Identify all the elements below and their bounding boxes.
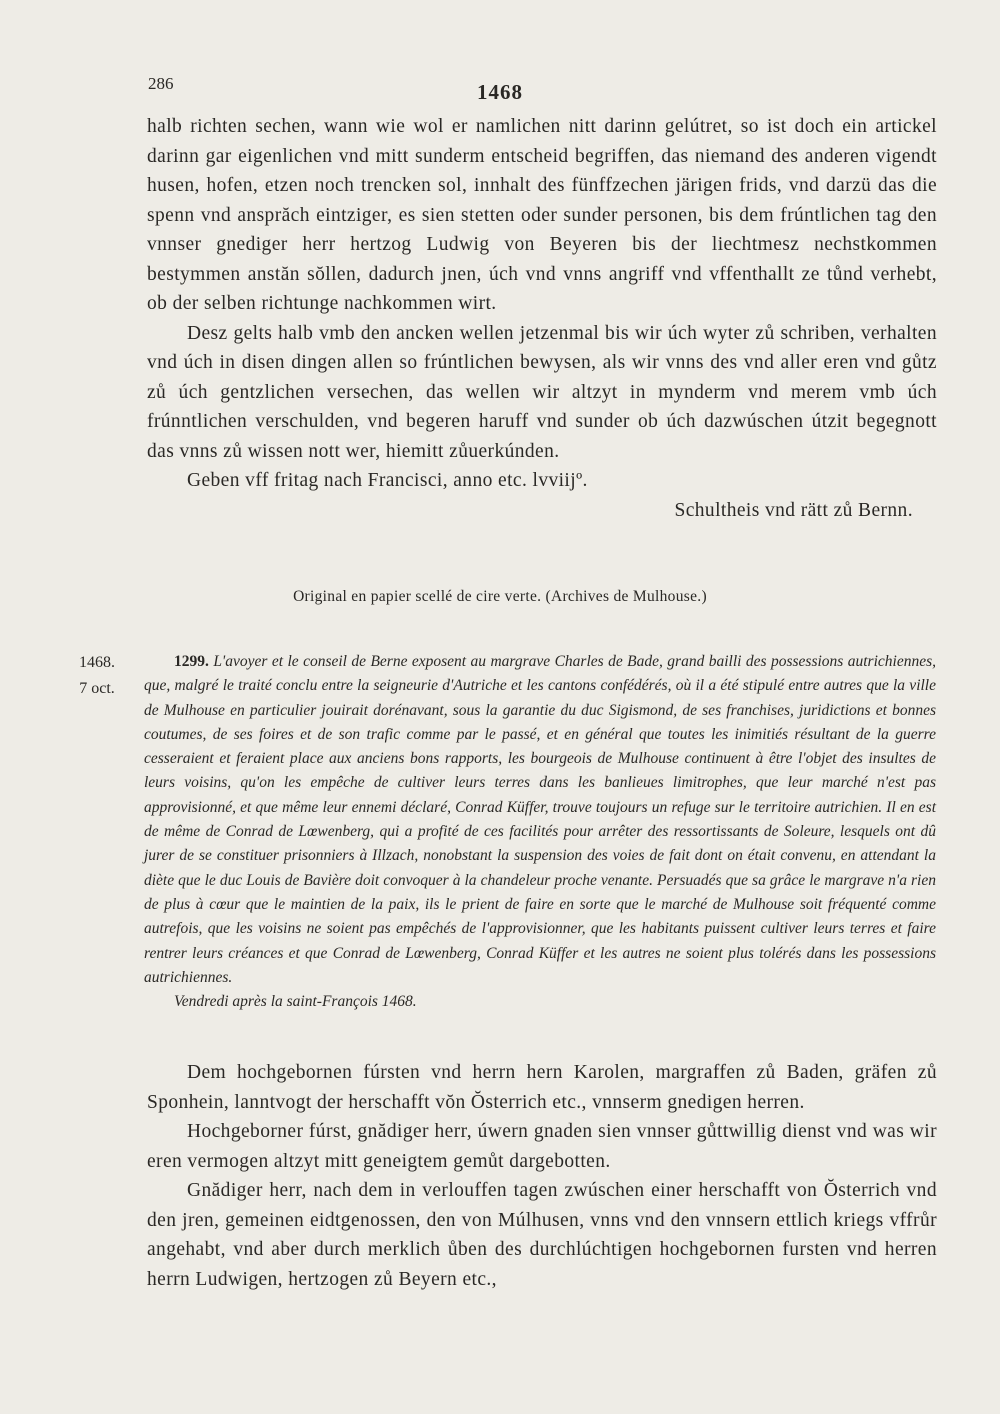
margin-date (62, 650, 132, 702)
regest-date: Vendredi après la saint-François 1468. (174, 993, 417, 1011)
margin-year: 1468. (79, 654, 115, 671)
letter1-paragraph: halb richten sechen, wann wie wol er namlichen nitt darinn gelútret, so ist doch ein artickel darinn gar eigenlichen vnd mitt sunderm entscheid begriffen, das niemand des anderen vigendt husen, hofen, etzen noch trencken sol, innhalt des fünffzechen järigen frids, vnd darzü das die spenn vnd ansprăch eintziger, es sien stetten oder sunder personen, bis dem frúntlichen tag den vnnser gnediger herr hertzog Ludwig von Beyeren bis der liechtmesz nechstkommen bestymmen anstăn sŏllen, dadurch jnen, úch vnd vnns angriff vnd vffenthallt ze tůnd verhebt, ob der selben richtunge nachkommen wirt. (147, 116, 937, 314)
running-head: 1468 (477, 80, 523, 104)
letter1-paragraph: Desz gelts halb vmb den ancken wellen jetzenmal bis wir úch wyter zů schriben, verhalten vnd úch in disen dingen allen so frúntlichen bewysen, als wir vnns des vnd aller eren vnd gůtz zů úch gentzlichen versechen, das wellen wir altzyt in mynderm vnd merem vmb úch frúnntlichen verschulden, vnd begeren haruff vnd sunder ob úch dazwúschen útzit begegnott das vnns zů wissen nott wer, hiemitt zůuerkúnden. (147, 322, 937, 462)
letter2-address: Dem hochgebornen fúrsten vnd herrn hern Karolen, margraffen zů Baden, gräfen zů Sponhein, lanntvogt der herschafft vŏn Ŏsterrich etc., vnnserm gnedigen herren. (147, 1062, 937, 1113)
letter1-signature: Schultheis vnd rätt zů Bernn. (674, 499, 913, 521)
margin-day: 7 oct. (79, 680, 115, 697)
letter1-body (147, 112, 937, 525)
letter1-dating: Geben vff fritag nach Francisci, anno etc. lvviijº. (187, 470, 588, 491)
regest-number: 1299. (174, 653, 209, 670)
letter2-paragraph: Gnădiger herr, nach dem in verlouffen tagen zwúschen einer herschafft von Ŏsterrich vnd den jren, gemeinen eidtgenossen, den von Múlhusen, vnns vnd den vnnsern ettlich kriegs vffrůr angehabt, vnd aber durch merklich ůben des durchlúchtigen hochgebornen fursten vnd herren herrn Ludwigen, hertzogen zů Beyern etc., (147, 1180, 937, 1290)
regest-text: L'avoyer et le conseil de Berne exposent au margrave Charles de Bade, grand bailli des possessions autrichiennes, que, malgré le traité conclu entre la seigneurie d'Autriche et les cantons confédérés, où il a été stipulé entre autres que la ville de Mulhouse en particulier jouirait dorénavant, sous la garantie du duc Sigismond, de ses franchises, juridictions et bonnes coutumes, de ses foires et de son trafic comme par le passé, et en général que toutes les inimitiés résultant de la guerre cesseraient et feraient place aux anciens bons rapports, les bourgeois de Mulhouse continuent à être l'objet des insultes de leurs voisins, qu'on les empêche de cultiver leurs terres dans les banlieues limitrophes, que leur marché n'est pas approvisionné, et que même leur ennemi déclaré, Conrad Küffer, trouve toujours un refuge sur le territoire autrichien. Il en est de même de Conrad de Lœwenberg, qui a profité de ces facilités pour arrêter des ressortissants de Soleure, lesquels ont dû jurer de se constituer prisonniers à Illzach, nonobstant la suspension des voies de fait dont on était convenu, en attendant la diète que le duc Louis de Bavière doit convoquer à la chandeleur proche venante. Persuadés que sa grâce le margrave n'a rien de plus à cœur que le maintien de la paix, ils le prient de faire en sorte que le marché de Mulhouse soit fréquenté comme autrefois, que les voisins ne soient pas empêchés de l'approvisionner, que les habitants puissent cultiver leurs terres et faire rentrer leurs créances et que Conrad de Lœwenberg, Conrad Küffer et les autres ne soient plus tolérés dans les possessions autrichiennes. (144, 653, 936, 986)
letter2-paragraph: Hochgeborner fúrst, gnădiger herr, úwern gnaden sien vnnser gůttwillig dienst vnd was wir eren vermogen altzyt mitt geneigtem gemůt dargebotten. (147, 1121, 937, 1172)
letter2-body (147, 1058, 937, 1294)
page-number: 286 (148, 74, 174, 93)
regest-summary (144, 650, 936, 1014)
provenance-note: Original en papier scellé de cire verte. (Archives de Mulhouse.) (293, 588, 707, 605)
